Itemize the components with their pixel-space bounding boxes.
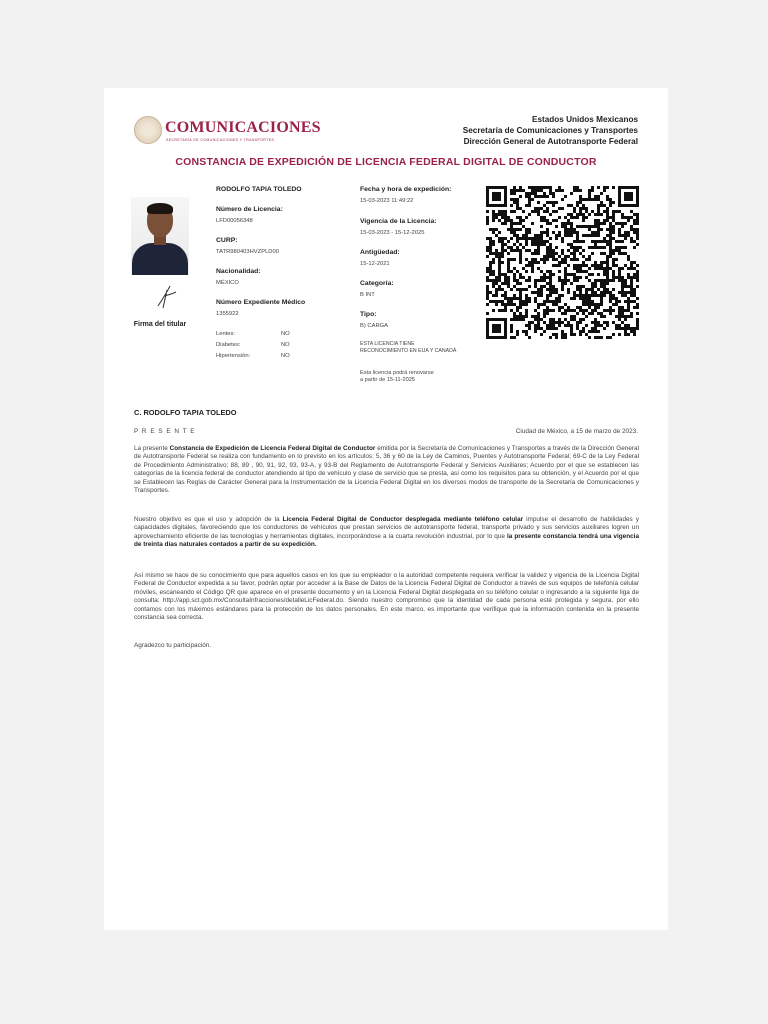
- seniority-label: Antigüedad:: [360, 249, 400, 256]
- health-label-2: Hipertensión:: [216, 353, 251, 359]
- document-title: CONSTANCIA DE EXPEDICIÓN DE LICENCIA FEDERAL DIGITAL DE CONDUCTOR: [175, 156, 597, 168]
- seniority-value: 15-12-2021: [360, 261, 390, 267]
- health-value-0: NO: [281, 331, 290, 337]
- place-date: Ciudad de México, a 15 de marzo de 2023.: [515, 428, 638, 435]
- header-institution: [463, 114, 638, 147]
- type-value: B) CARGA: [360, 323, 389, 329]
- addressee: C. RODOLFO TAPIA TOLEDO: [134, 408, 237, 417]
- comunicaciones-logo: [134, 114, 334, 148]
- header-direccion: Dirección General de Autotransporte Federal: [463, 137, 638, 146]
- header-country: Estados Unidos Mexicanos: [531, 115, 638, 124]
- curp-value: TATR980403HVZPLD00: [216, 249, 279, 255]
- presente: P R E S E N T E: [134, 428, 196, 435]
- validity-value: 15-03-2023 - 15-12-2025: [360, 230, 425, 236]
- health-label-1: Diabetes:: [216, 342, 241, 348]
- renewal-note: Esta licencia podrá renovarse a partir de 15-11-2025: [360, 370, 434, 383]
- signature-label: Firma del titular: [133, 321, 187, 328]
- holder-photo: [131, 197, 189, 275]
- license-number-label: Número de Licencia:: [216, 206, 283, 213]
- issued-value: 15-03-2023 11:49:22: [360, 198, 414, 204]
- header-secretaria: Secretaría de Comunicaciones y Transportes: [462, 126, 638, 135]
- brand-name: COMUNICACIONES: [165, 119, 321, 136]
- recognition-note: ESTA LICENCIA TIENE RECONOCIMIENTO EN EUA Y CANADÁ: [360, 341, 457, 354]
- document-page: [104, 88, 668, 930]
- paragraph-1: La presente Constancia de Expedición de Licencia Federal Digital de Conductor emitida por la Secretaría de Comunicaciones y Transportes a través de la Dirección General de Autotransporte Federal se realiza con fundamento en lo previsto en los artículos: 5, 36 y 60 de la Ley de Caminos, Puentes y Autotransporte Federal; 69-C de la Ley Federal de Procedimiento Administrativo; 88, 89 , 90, 91, 92, 93, 93-A, y 93-B del Reglamento de Autotransporte Federal y Servicios Auxiliares; Acuerdo por el que se establecen las categorías de la licencia federal de conductor atendiendo al tipo de vehículo y clase de servicio que se presta, así como los requisitos para su obtención, y el Acuerdo por el que se Establecen las Reglas de Carácter General para la Instrumentación de la Licencia Federal Digital en los diversos modos de transporte de la Secretaría de Comunicaciones y Transportes.: [134, 445, 639, 495]
- qr-code: [486, 186, 641, 348]
- medical-record-value: 1355922: [216, 311, 239, 317]
- health-label-0: Lentes:: [216, 331, 236, 337]
- type-label: Tipo:: [360, 311, 377, 318]
- health-value-1: NO: [281, 342, 290, 348]
- nationality-label: Nacionalidad:: [216, 268, 261, 275]
- holder-name: RODOLFO TAPIA TOLEDO: [216, 186, 302, 193]
- signature-icon: [154, 284, 180, 310]
- validity-label: Vigencia de la Licencia:: [360, 218, 437, 225]
- nationality-value: MÉXICO: [216, 280, 239, 286]
- thanks-note: Agradezco tu participación.: [134, 642, 212, 649]
- curp-label: CURP:: [216, 237, 238, 244]
- issued-label: Fecha y hora de expedición:: [360, 186, 452, 193]
- license-number: LFD00056348: [216, 218, 253, 224]
- brand-subtitle: SECRETARÍA DE COMUNICACIONES Y TRANSPORTES: [166, 138, 275, 142]
- seal-icon: [134, 116, 162, 144]
- paragraph-3: Así mismo se hace de su conocimiento que para aquellos casos en los que su empleador o la autoridad competente requiera verificar la validez y vigencia de la Licencia Digital Federal de Conductor expedida a su favor, podrán optar por acceder a la Base de Datos de la Licencia Federal Digital de Conductor a través de sus equipos de telefonía celular móviles, escaneando el Código QR que aparece en el presente documento y en la Licencia Federal Digital desplegada en su teléfono celular o ingresando a la siguiente liga de consulta: http://app.sct.gob.mx/ConsultaInfracciones/detalleLicFederal.do. Siendo nuestro compromiso que la identidad de cada persona esté protegida y segura, por ello contamos con los máximos estándares para la protección de los datos personales. En este marco, es importante que verifique que la información contenida en la presente constancia sea correcta.: [134, 572, 639, 622]
- health-value-2: NO: [281, 353, 290, 359]
- category-label: Categoría:: [360, 280, 394, 287]
- medical-record-label: Número Expediente Médico: [216, 299, 306, 306]
- paragraph-2: Nuestro objetivo es que el uso y adopción de la Licencia Federal Digital de Conductor desplegada mediante teléfono celular impulse el desarrollo de habilidades y capacidades digitales, favoreciendo que los conductores de vehículos que prestan servicios de autotransporte federal, transporte privado y sus servicios auxiliares logren un aprovechamiento eficiente de las tecnologías y herramientas digitales, incorporándose a la cuarta revolución industrial, por lo que la presente constancia tendrá una vigencia de treinta días naturales contados a partir de su expedición.: [134, 516, 639, 549]
- category-value: B INT: [360, 292, 375, 298]
